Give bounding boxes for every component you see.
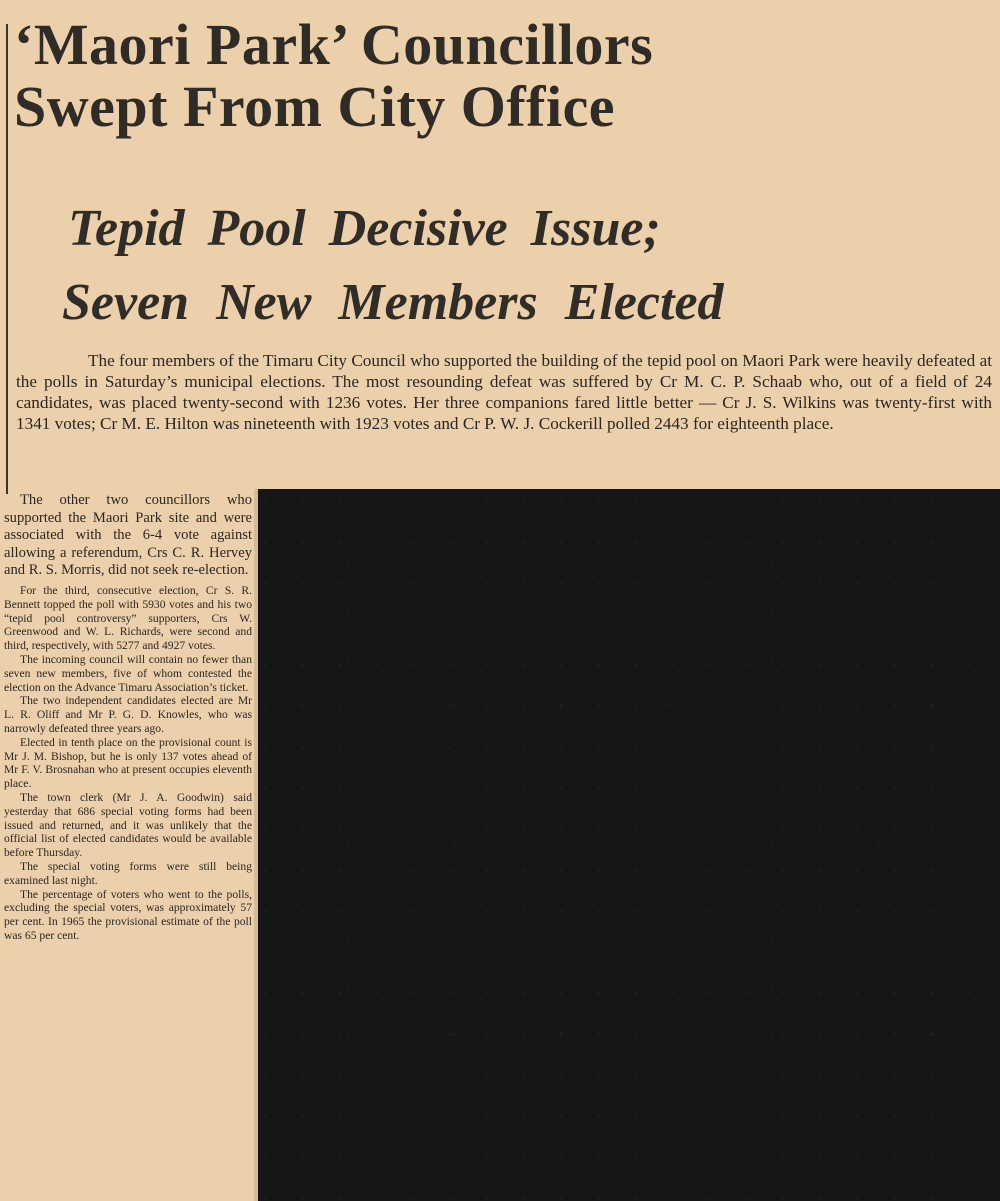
- column-paragraph: The two independent candidates elected are Mr L. R. Oliff and Mr P. G. D. Knowles, who was narrowly defeated three years ago.: [4, 694, 252, 735]
- column-rule: [6, 24, 8, 494]
- dark-background-area: [258, 489, 1000, 1201]
- column-paragraph: For the third, consecutive election, Cr S. R. Bennett topped the poll with 5930 votes and his two “tepid pool controversy” supporters, Crs W. Greenwood and W. L. Richards, were second and third, respectively, with 5277 and 4927 votes.: [4, 583, 252, 653]
- subheadline: [62, 192, 982, 340]
- article-column: [4, 492, 252, 943]
- column-paragraph: The incoming council will contain no fewer than seven new members, five of whom contested the election on the Advance Timaru Association’s ticket.: [4, 652, 252, 694]
- subheadline-line-1: Tepid Pool Decisive Issue;: [68, 200, 661, 257]
- column-paragraph: Elected in tenth place on the provisional count is Mr J. M. Bishop, but he is only 137 votes ahead of Mr F. V. Brosnahan who at present occupies eleventh place.: [4, 735, 252, 791]
- column-paragraph: The percentage of voters who went to the polls, excluding the special voters, was approximately 57 per cent. In 1965 the provisional estimate of the poll was 65 per cent.: [4, 887, 252, 942]
- column-paragraph: The special voting forms were still being examined last night.: [4, 859, 252, 887]
- subheadline-line-2: Seven New Members Elected: [62, 274, 724, 331]
- column-paragraph: The town clerk (Mr J. A. Goodwin) said yesterday that 686 special voting forms had been issued and returned, and it was unlikely that the official list of elected candidates would be available before Thursday.: [4, 790, 252, 860]
- intro-paragraph: The four members of the Timaru City Council who supported the building of the tepid pool on Maori Park were heavily defeated at the polls in Saturday’s municipal elections. The most resounding defeat was suffered by Cr M. C. P. Schaab who, out of a field of 24 candidates, was placed twenty-second with 1236 votes. Her three companions fared little better — Cr J. S. Wilkins was twenty-first with 1341 votes; Cr M. E. Hilton was nineteenth with 1923 votes and Cr P. W. J. Cockerill polled 2443 for eighteenth place.: [16, 351, 992, 433]
- column-lead-paragraph: The other two councillors who supported the Maori Park site and were associated with the 6-4 vote against allowing a referendum, Crs C. R. Hervey and R. S. Morris, did not seek re-election.: [4, 492, 252, 579]
- headline: [14, 14, 974, 138]
- headline-line-2: Swept From City Office: [14, 74, 616, 139]
- headline-line-1: ‘Maori Park’ Councillors: [14, 12, 654, 77]
